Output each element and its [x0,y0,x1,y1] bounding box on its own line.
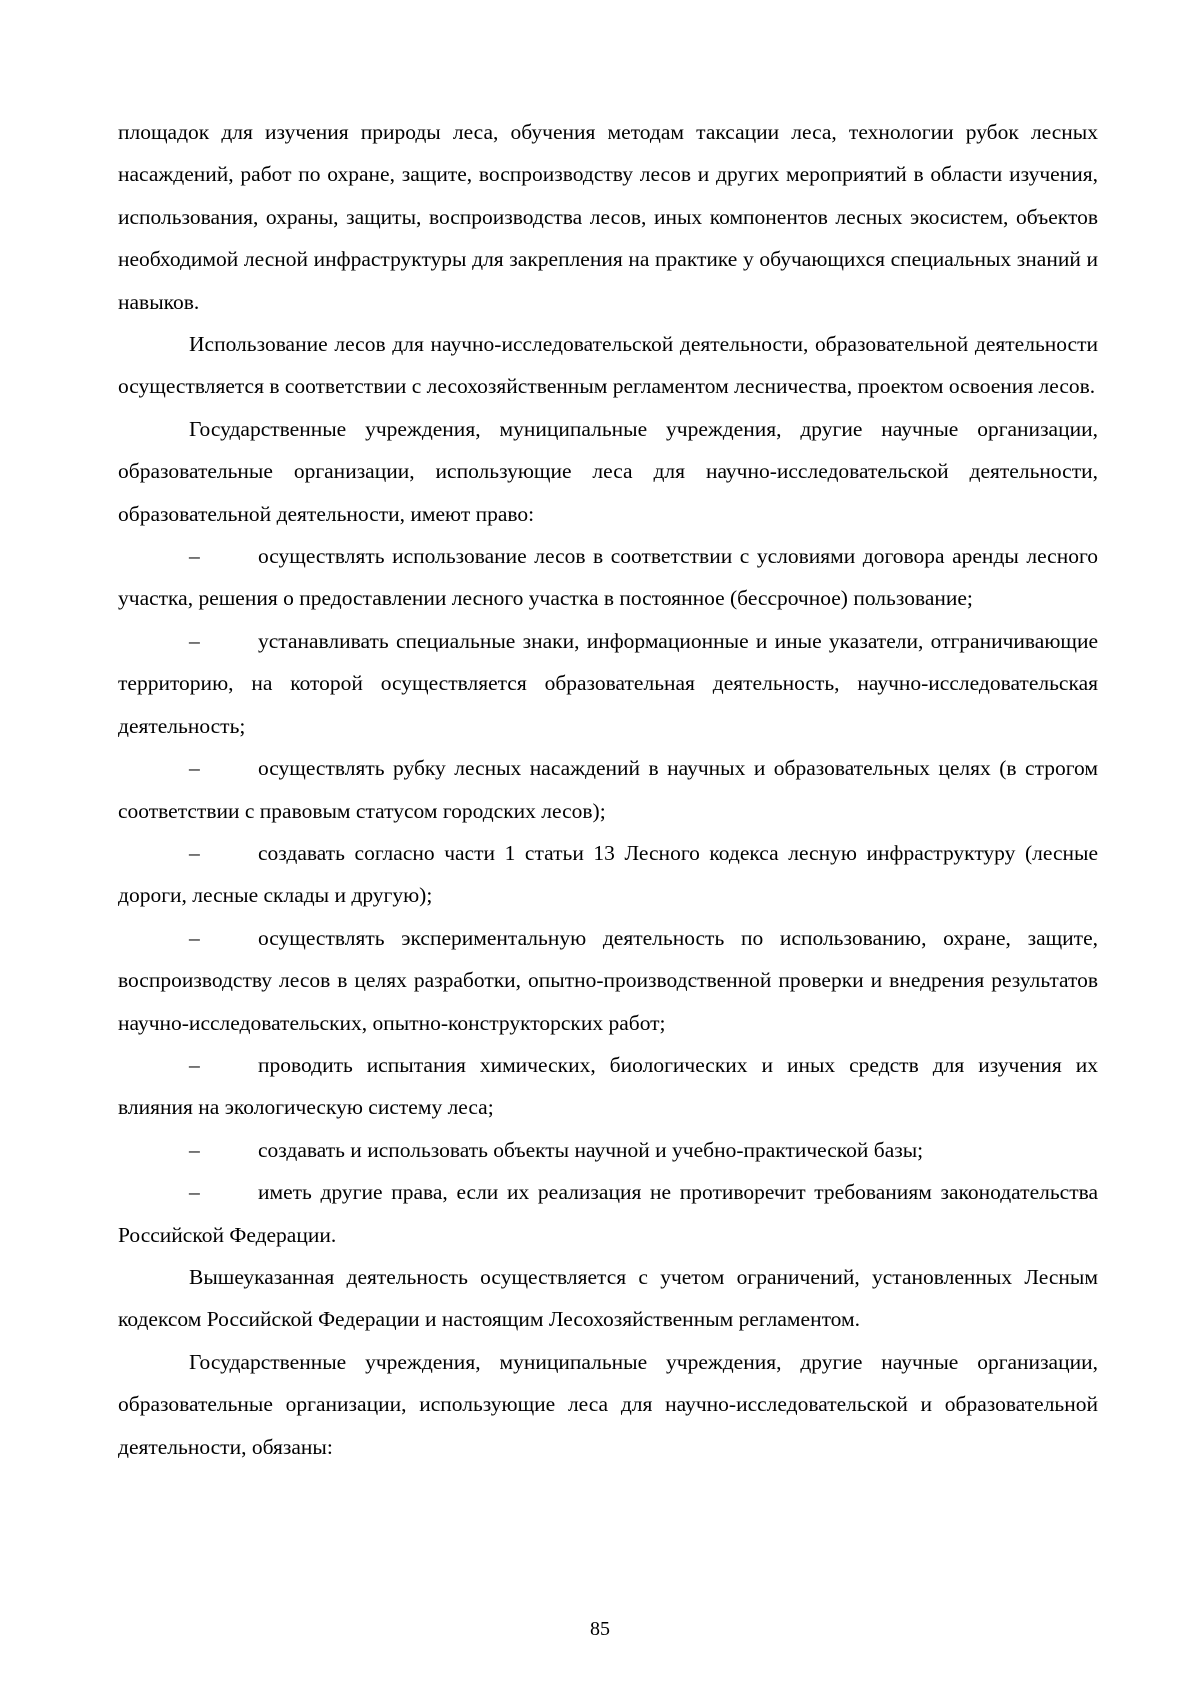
paragraph-forest-use-regulation: Использование лесов для научно-исследовательской деятельности, образовательной деятельности осуществляется в соответствии с лесохозяйственным регламентом лесничества, проектом освоения лесов. [118,332,1098,399]
page-number: 85 [590,1618,610,1640]
paragraph-obligations-intro: Государственные учреждения, муниципальные учреждения, другие научные организации, образовательные организации, использующие леса для научно-исследовательской и образовательной деятельности, обязаны: [118,1349,1098,1459]
list-dash: – [189,756,200,781]
list-item [118,1044,1098,1129]
list-item [118,1129,1098,1171]
list-item [118,535,1098,620]
list-item-text: устанавливать специальные знаки, информационные и иные указатели, отграничивающие территорию, на которой осуществляется образовательная деятельность, научно-исследовательская деятельность; [118,628,1098,738]
document-body [118,111,1098,1468]
list-item-text: создавать и использовать объекты научной и учебно-практической базы; [258,1137,924,1162]
list-dash: – [189,544,200,569]
list-item [118,747,1098,832]
list-item-text: осуществлять использование лесов в соответствии с условиями договора аренды лесного участка, решения о предоставлении лесного участка в постоянное (бессрочное) пользование; [118,544,1098,611]
paragraph-restrictions: Вышеуказанная деятельность осуществляется с учетом ограничений, установленных Лесным кодексом Российской Федерации и настоящим Лесохозяйственным регламентом. [118,1264,1098,1332]
list-dash: – [189,1137,200,1162]
list-dash: – [189,840,200,865]
paragraph-continuation: площадок для изучения природы леса, обучения методам таксации леса, технологии рубок лесных насаждений, работ по охране, защите, воспроизводству лесов и других мероприятий в области изучения, использования, охраны, защиты, воспроизводства лесов, иных компонентов лесных экосистем, объектов необходимой лесной инфраструктуры для закрепления на практике у обучающихся специальных знаний и навыков. [118,120,1098,314]
paragraph-rights-intro: Государственные учреждения, муниципальные учреждения, другие научные организации, образовательные организации, использующие леса для научно-исследовательской деятельности, образовательной деятельности, имеют право: [118,416,1098,526]
list-dash: – [189,628,200,653]
list-item-text: иметь другие права, если их реализация не противоречит требованиям законодательства Российской Федерации. [118,1180,1098,1247]
list-dash: – [189,1052,200,1077]
rights-list [118,535,1098,1256]
list-item-text: создавать согласно части 1 статьи 13 Лесного кодекса лесную инфраструктуру (лесные дороги, лесные склады и другую); [118,840,1098,908]
list-dash: – [189,1180,200,1205]
list-item [118,832,1098,917]
list-item [118,620,1098,747]
list-item [118,1171,1098,1256]
list-dash: – [189,925,200,950]
list-item [118,917,1098,1044]
list-item-text: осуществлять экспериментальную деятельность по использованию, охране, защите, воспроизводству лесов в целях разработки, опытно-производственной проверки и внедрения результатов научно-исследовательских, опытно-конструкторских работ; [118,925,1098,1035]
list-item-text: проводить испытания химических, биологических и иных средств для изучения их влияния на экологическую систему леса; [118,1052,1098,1120]
list-item-text: осуществлять рубку лесных насаждений в научных и образовательных целях (в строгом соответствии с правовым статусом городских лесов); [118,756,1098,823]
